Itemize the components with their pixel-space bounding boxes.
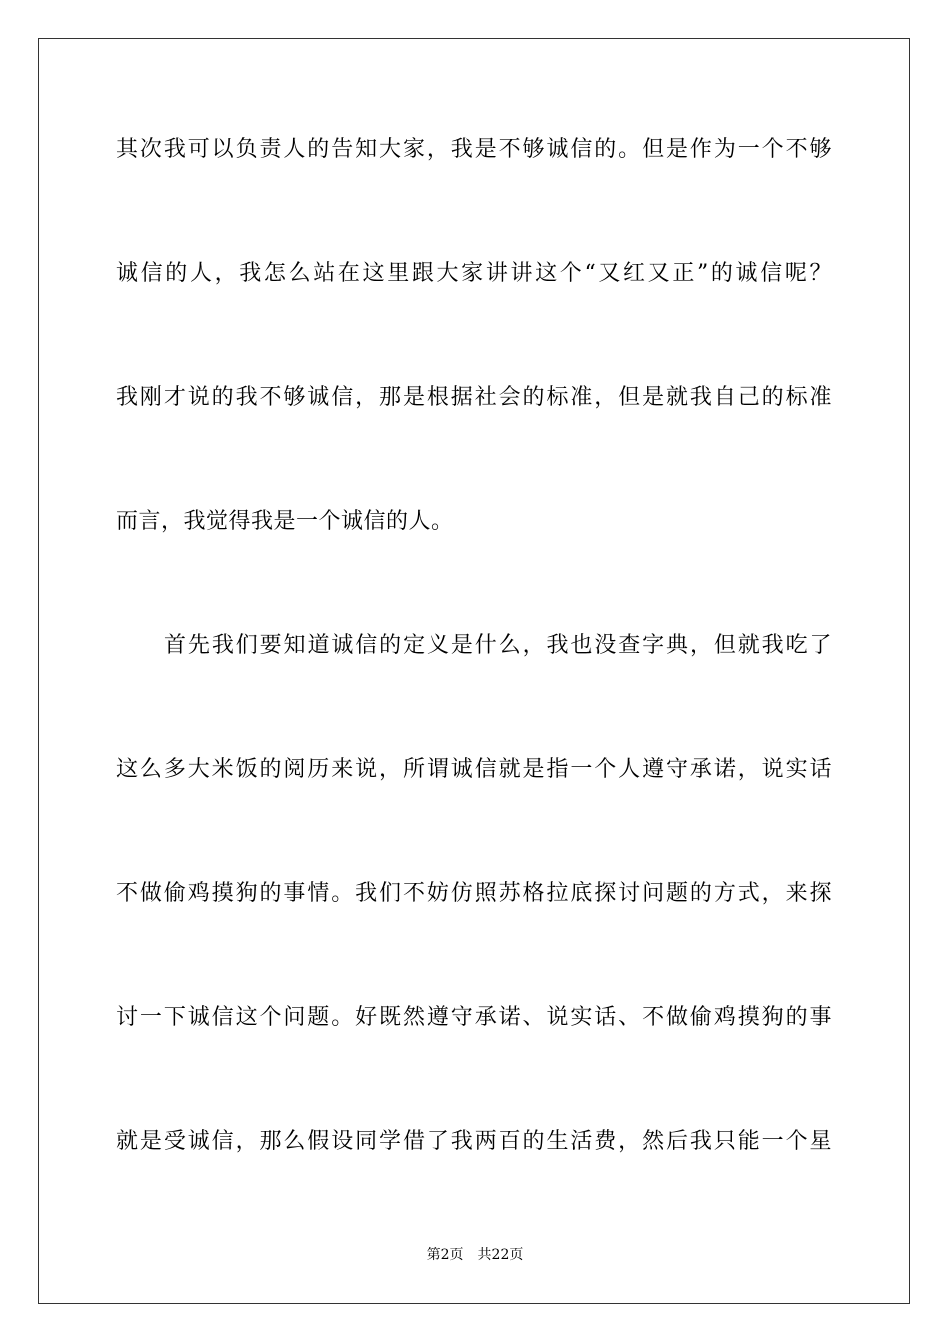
body-line-9: 就是受诚信，那么假设同学借了我两百的生活费，然后我只能一个星 bbox=[116, 1129, 832, 1154]
body-line-5: 首先我们要知道诚信的定义是什么，我也没查字典，但就我吃了 bbox=[164, 633, 832, 658]
page-border bbox=[38, 38, 910, 1304]
body-line-2: 诚信的人，我怎么站在这里跟大家讲讲这个“又红又正”的诚信呢？ bbox=[116, 261, 832, 286]
body-line-7: 不做偷鸡摸狗的事情。我们不妨仿照苏格拉底探讨问题的方式，来探 bbox=[116, 881, 832, 906]
page-footer bbox=[0, 1246, 950, 1264]
body-line-4: 而言，我觉得我是一个诚信的人。 bbox=[116, 509, 454, 534]
page-number: 第2页 bbox=[426, 1247, 464, 1263]
body-line-8: 讨一下诚信这个问题。好既然遵守承诺、说实话、不做偷鸡摸狗的事 bbox=[116, 1005, 832, 1030]
body-line-3: 我刚才说的我不够诚信，那是根据社会的标准，但是就我自己的标准 bbox=[116, 385, 832, 410]
page-total: 共22页 bbox=[477, 1247, 524, 1263]
body-line-1: 其次我可以负责人的告知大家，我是不够诚信的。但是作为一个不够 bbox=[116, 137, 832, 162]
body-line-6: 这么多大米饭的阅历来说，所谓诚信就是指一个人遵守承诺，说实话 bbox=[116, 757, 832, 782]
